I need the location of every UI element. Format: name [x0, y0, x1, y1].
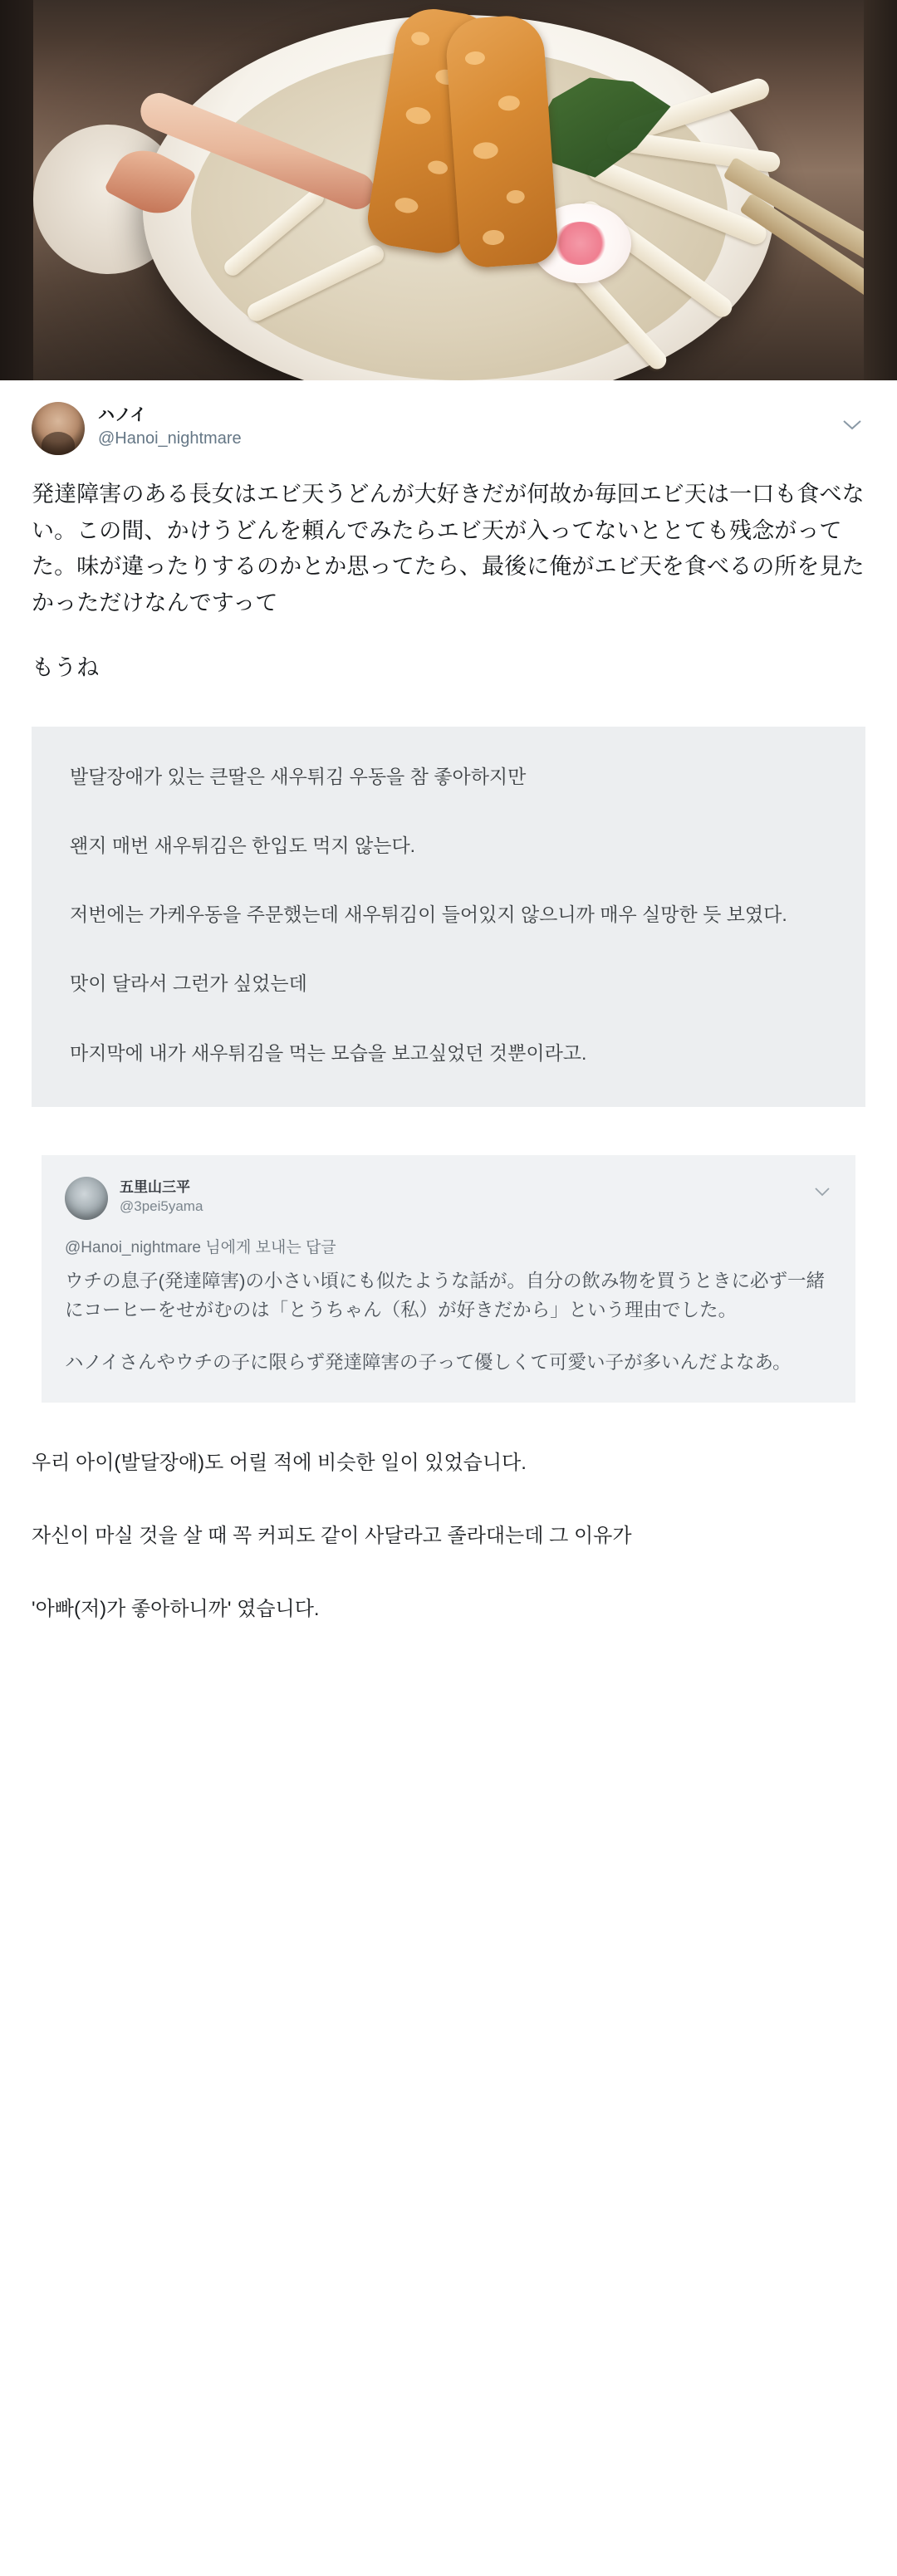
chevron-down-icon[interactable] [814, 1185, 831, 1200]
tweet-card [0, 380, 897, 695]
avatar[interactable] [32, 402, 85, 455]
tweet-paragraph: もうね [32, 654, 100, 680]
quoted-reply-header [65, 1177, 832, 1220]
quoted-reply-card [42, 1155, 855, 1403]
tweet-paragraph: 発達障害のある長女はエビ天うどんが大好きだが何故か毎回エビ天は一口も食べない。この間、かけうどんを頼んでみたらエビ天が入ってないととても残念がってた。味が違ったりするのかとか思ってたら、最後に俺がエビ天を食べるの所を見たかっただけなんですって [32, 482, 865, 616]
korean-reply-paragraph: 우리 아이(발달장애)도 어릴 적에 비슷한 일이 있었습니다. [32, 1451, 527, 1474]
korean-reply-paragraph: 자신이 마실 것을 살 때 꼭 커피도 같이 사달라고 졸라대는데 그 이유가 [32, 1524, 632, 1547]
chevron-down-icon[interactable] [842, 417, 862, 435]
korean-reply-paragraph: '아빠(저)가 좋아하니까' 였습니다. [32, 1598, 320, 1621]
tweet-text [32, 477, 865, 687]
korean-paragraph: 발달장애가 있는 큰딸은 새우튀김 우동을 참 좋아하지만 [70, 765, 527, 787]
tweet-header [32, 402, 865, 455]
korean-paragraph: 왠지 매번 새우튀김은 한입도 먹지 않는다. [70, 834, 416, 856]
author-names [98, 402, 242, 449]
quoted-paragraph: ハノイさんやウチの子に限らず発達障害の子って優しくて可愛い子が多いんだよなあ。 [65, 1351, 792, 1373]
korean-translation-block [32, 727, 865, 1107]
quoted-author-names [120, 1177, 203, 1216]
author-display-name[interactable]: ハノイ [98, 406, 147, 424]
avatar[interactable] [65, 1177, 108, 1220]
quoted-author-handle[interactable]: @3pei5yama [120, 1198, 203, 1215]
quoted-reply-text [65, 1267, 832, 1378]
author-handle[interactable]: @Hanoi_nightmare [98, 429, 242, 448]
hero-image [0, 0, 897, 380]
quoted-paragraph: ウチの息子(発達障害)の小さい頃にも似たような話が。自分の飲み物を買うときに必ず一緒にコーヒーをせがむのは「とうちゃん（私）が好きだから」という理由でした。 [65, 1270, 825, 1320]
korean-paragraph: 맛이 달라서 그런가 싶었는데 [70, 972, 307, 995]
korean-reply-translation-block [32, 1447, 865, 1676]
reply-to-label: @Hanoi_nightmare 님에게 보내는 답글 [65, 1238, 336, 1256]
food-photo [33, 0, 864, 380]
shrimp-tempura [444, 13, 560, 269]
quoted-author-display-name[interactable]: 五里山三平 [120, 1178, 190, 1195]
korean-paragraph: 마지막에 내가 새우튀김을 먹는 모습을 보고싶었던 것뿐이라고. [70, 1041, 587, 1064]
korean-paragraph: 저번에는 가케우동을 주문했는데 새우튀김이 들어있지 않으니까 매우 실망한 듯 보였다. [70, 904, 787, 926]
